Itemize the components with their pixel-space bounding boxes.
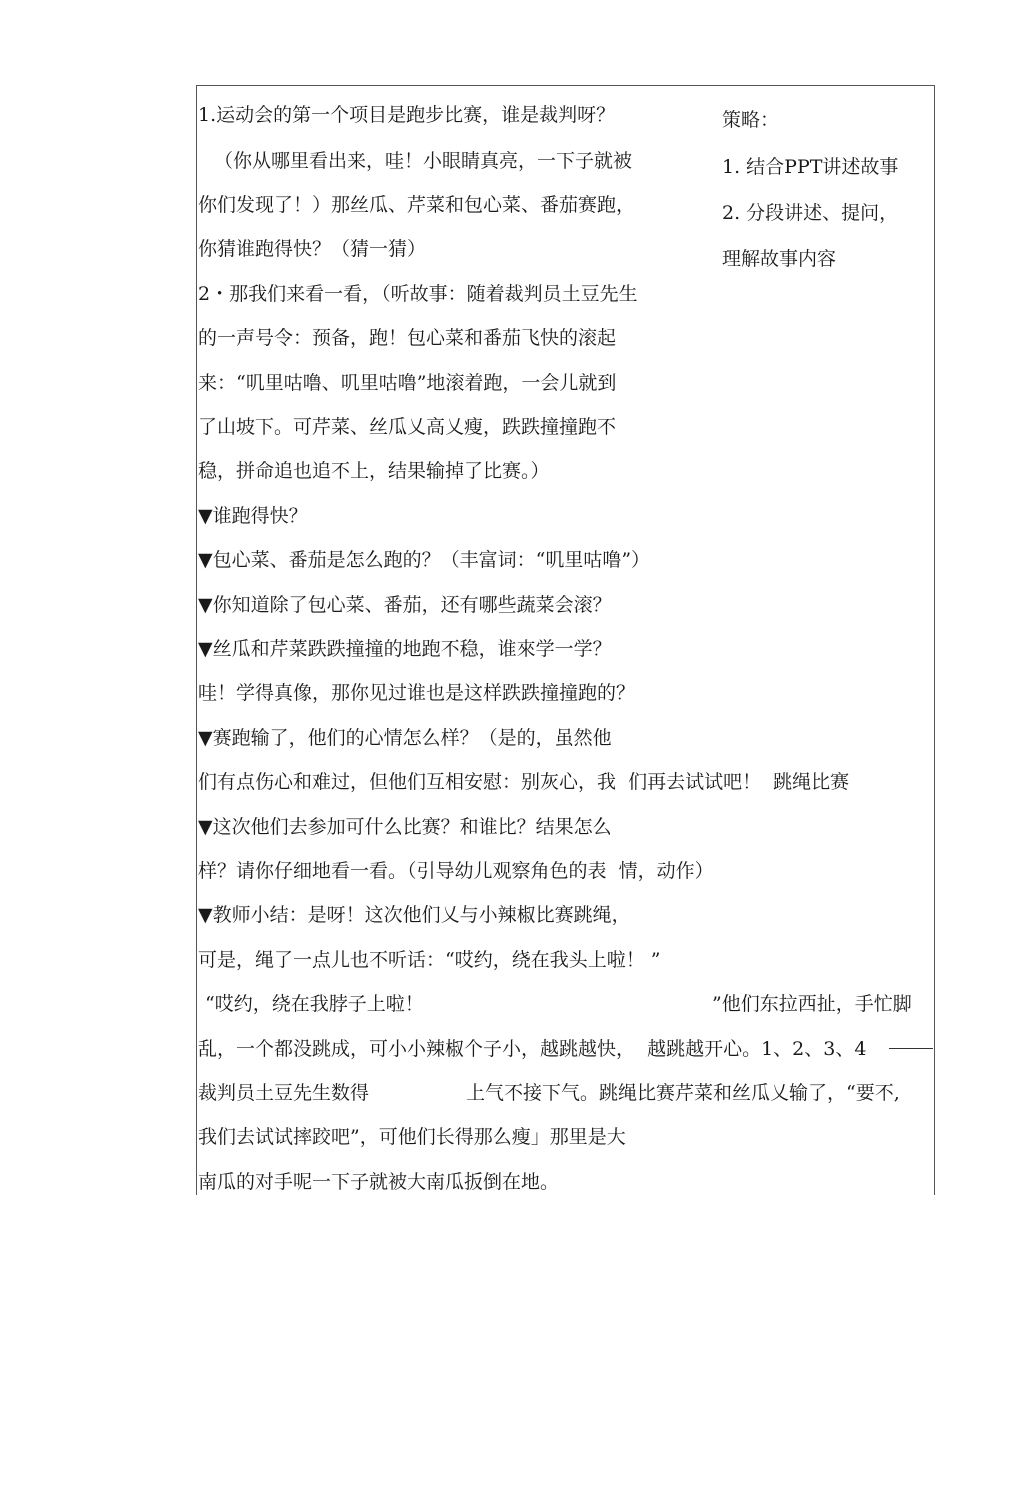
story-line: 样？请你仔细地看一看。（引导幼儿观察角色的表 情，动作） bbox=[198, 860, 714, 882]
story-line: “哎约，绕在我脖子上啦！ bbox=[205, 993, 424, 1015]
story-line: 们有点伤心和难过，但他们互相安慰：别灰心，我 们再去试试吧！ 跳绳比赛 bbox=[198, 771, 850, 793]
story-line: 可是，绳了一点儿也不听话：“哎约，绕在我头上啦！ ” bbox=[198, 949, 661, 971]
strategy-item: 1. 结合PPT讲述故事 bbox=[722, 156, 899, 178]
story-line: 乱，一个都没跳成，可小小辣椒个子小，越跳越快， 越跳越开心。1、2、3、4 bbox=[198, 1038, 867, 1060]
story-line: 1.运动会的第一个项目是跑步比赛，谁是裁判呀？ bbox=[198, 104, 616, 126]
strategy-item: 2. 分段讲述、提问， bbox=[722, 202, 899, 224]
question-line: ▼丝瓜和芹菜跌跌撞撞的地跑不稳，谁來学一学？ bbox=[198, 638, 612, 660]
summary-line: ▼教师小结：是呀！这次他们乂与小辣椒比赛跳绳， bbox=[198, 904, 631, 926]
strategy-item: 理解故事内容 bbox=[722, 248, 837, 270]
story-line: 来：“叽里咕噜、叽里咕噜”地滚着跑，一会儿就到 bbox=[198, 372, 617, 394]
story-line: （你从哪里看出来，哇！小眼睛真亮，一下子就被 bbox=[214, 150, 633, 172]
question-line: ▼包心菜、番茄是怎么跑的？（丰富词：“叽里咕噜”） bbox=[198, 549, 651, 571]
story-line: 2・那我们来看一看，（听故事：随着裁判员土豆先生 bbox=[198, 283, 638, 305]
table-right-border bbox=[934, 85, 935, 1195]
story-line: 我们去试试摔跤吧”，可他们长得那么瘦」那里是大 bbox=[198, 1126, 626, 1148]
story-line: 哇！学得真像，那你见过谁也是这样跌跌撞撞跑的？ bbox=[198, 682, 636, 704]
story-line: 裁判员土豆先生数得 bbox=[198, 1082, 370, 1104]
dash-line bbox=[889, 1048, 933, 1049]
story-line: 了山坡下。可芹菜、丝瓜乂高乂瘦，跌跌撞撞跑不 bbox=[198, 416, 617, 438]
strategy-heading: 策略： bbox=[722, 109, 780, 131]
question-line: ▼赛跑输了，他们的心情怎么样？（是的，虽然他 bbox=[198, 727, 612, 749]
story-line: 你们发现了！）那丝瓜、芹菜和包心菜、番茄赛跑， bbox=[198, 194, 636, 216]
story-line: 你猜谁跑得快？（猜一猜） bbox=[198, 238, 427, 260]
question-line: ▼这次他们去参加可什么比赛？和谁比？结果怎么 bbox=[198, 816, 612, 838]
question-line: ▼你知道除了包心菜、番茄，还有哪些蔬菜会滚？ bbox=[198, 594, 612, 616]
story-line: 稳，拼命追也追不上，结果输掉了比赛。） bbox=[198, 460, 550, 482]
story-line-right: 上气不接下气。跳绳比赛芹菜和丝瓜乂输了，“要不, bbox=[466, 1082, 900, 1104]
question-line: ▼谁跑得快？ bbox=[198, 505, 308, 527]
table-left-border bbox=[196, 85, 197, 1195]
story-line: 的一声号令：预备，跑！包心菜和番茄飞快的滚起 bbox=[198, 327, 617, 349]
story-line-right: ”他们东拉西扯，手忙脚 bbox=[712, 993, 912, 1015]
story-line: 南瓜的对手呢一下子就被大南瓜扳倒在地。 bbox=[198, 1171, 560, 1193]
